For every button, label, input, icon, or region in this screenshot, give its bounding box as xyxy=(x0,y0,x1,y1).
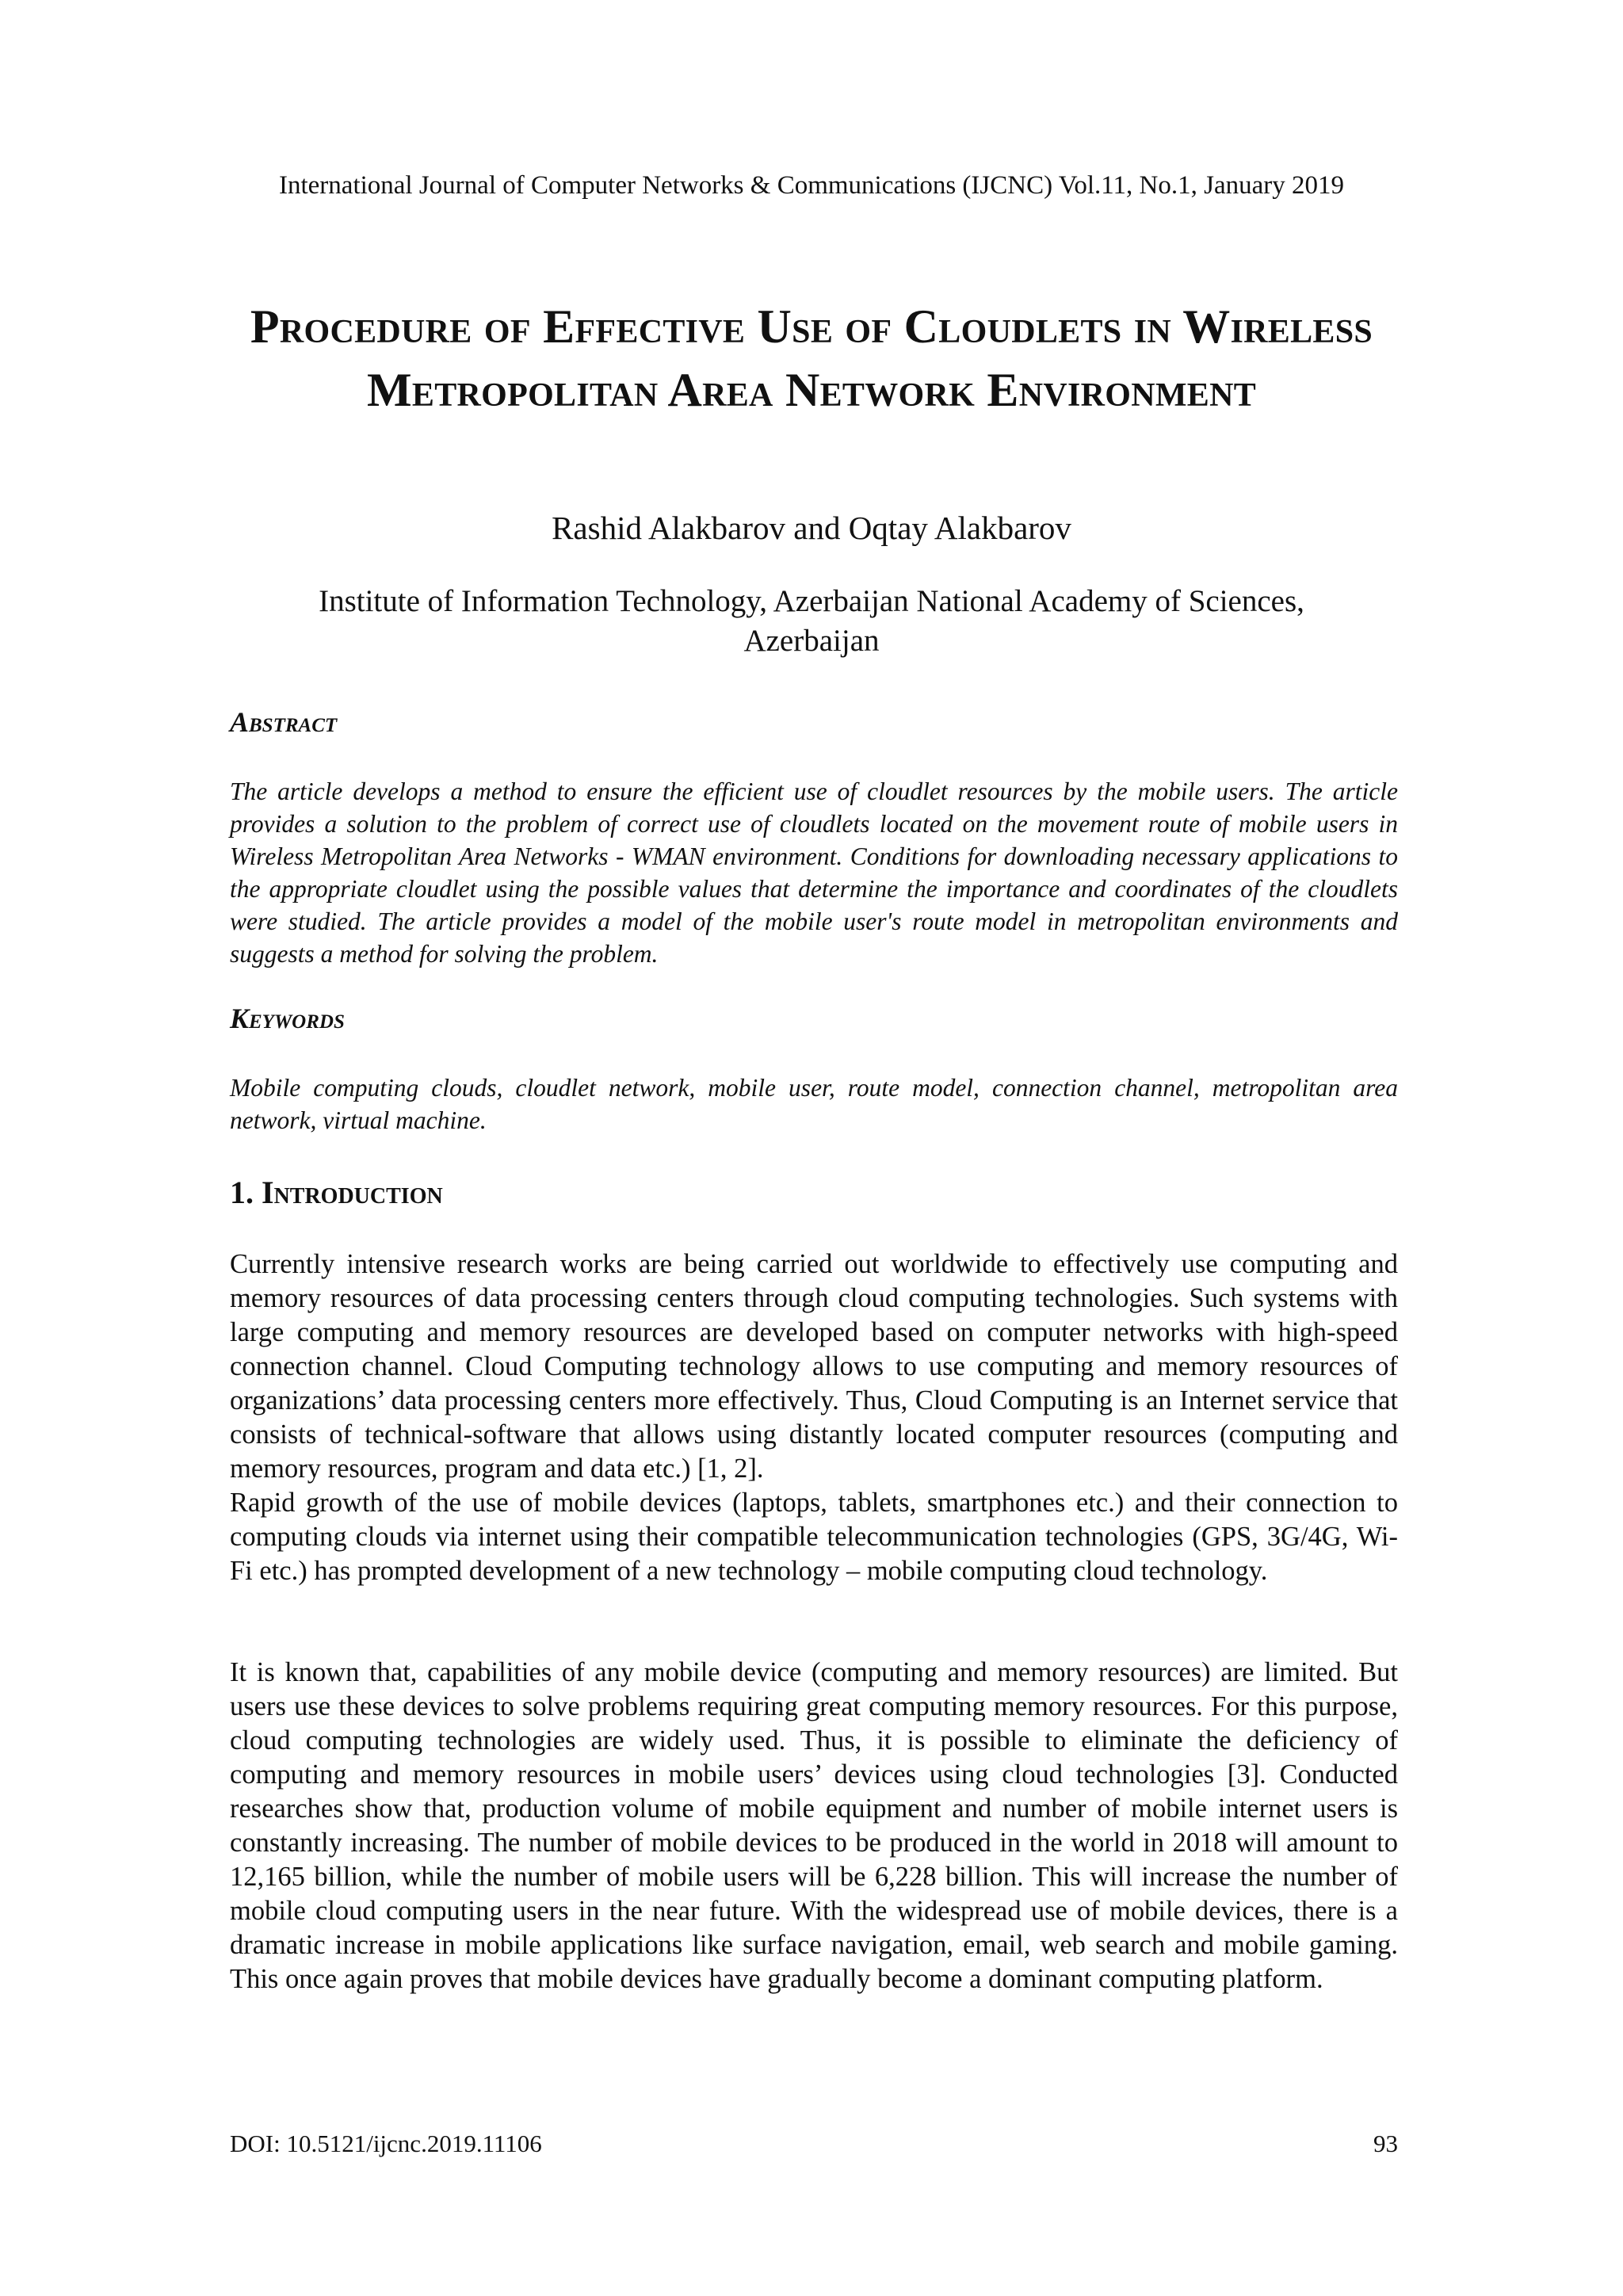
paper-title: Procedure of Effective Use of Cloudlets in Wireless Metropolitan Area Network Environment xyxy=(250,300,1373,416)
doi-footer: DOI: 10.5121/ijcnc.2019.11106 xyxy=(230,2130,542,2157)
body-paragraph: Rapid growth of the use of mobile devices (laptops, tablets, smartphones etc.) and their connection to computing clouds via internet using their compatible telecommunication technologies (GPS, 3G/4G, Wi-Fi etc.) has prompted development of a new technology – mobile computing cloud technology. xyxy=(230,1488,1398,1586)
journal-running-header: International Journal of Computer Networks & Communications (IJCNC) Vol.11, No.1, January 2019 xyxy=(279,171,1344,200)
body-paragraph: Currently intensive research works are being carried out worldwide to effectively use computing and memory resources of data processing centers through cloud computing technologies. Such systems with large computing and memory resources are developed based on computer networks with high-speed connection channel. Cloud Computing technology allows to use computing and memory resources of organizations’ data processing centers more effectively. Thus, Cloud Computing is an Internet service that consists of technical-software that allows using distantly located computer resources (computing and memory resources, program and data etc.) [1, 2]. xyxy=(230,1249,1398,1484)
abstract-heading: Abstract xyxy=(230,706,338,738)
page-number: 93 xyxy=(1373,2130,1398,2157)
paper-authors: Rashid Alakbarov and Oqtay Alakbarov xyxy=(552,510,1071,546)
keywords-text: Mobile computing clouds, cloudlet network, mobile user, route model, connection channel, metropolitan area network, virtual machine. xyxy=(230,1074,1398,1134)
keywords-heading: Keywords xyxy=(230,1003,345,1034)
abstract-text: The article develops a method to ensure the efficient use of cloudlet resources by the mobile users. The article provides a solution to the problem of correct use of cloudlets located on the movement route of mobile users in Wireless Metropolitan Area Networks - WMAN environment. Conditions for downloading necessary applications to the appropriate cloudlet using the possible values that determine the importance and coordinates of the cloudlets were studied. The article provides a model of the mobile user's route model in metropolitan environments and suggests a method for solving the problem. xyxy=(230,777,1398,968)
introduction-heading: 1. Introduction xyxy=(230,1175,443,1210)
body-paragraph: It is known that, capabilities of any mobile device (computing and memory resources) are limited. But users use these devices to solve problems requiring great computing memory resources. For this purpose, cloud computing technologies are widely used. Thus, it is possible to eliminate the deficiency of computing and memory resources in mobile users’ devices using cloud technologies [3]. Conducted researches show that, production volume of mobile equipment and number of mobile internet users is constantly increasing. The number of mobile devices to be produced in the world in 2018 will amount to 12,165 billion, while the number of mobile users will be 6,228 billion. This will increase the number of mobile cloud computing users in the near future. With the widespread use of mobile devices, there is a dramatic increase in mobile applications like surface navigation, email, web search and mobile gaming. This once again proves that mobile devices have gradually become a dominant computing platform. xyxy=(230,1657,1398,1994)
author-affiliation: Institute of Information Technology, Azerbaijan National Academy of Sciences, Azerbaijan xyxy=(319,584,1304,658)
